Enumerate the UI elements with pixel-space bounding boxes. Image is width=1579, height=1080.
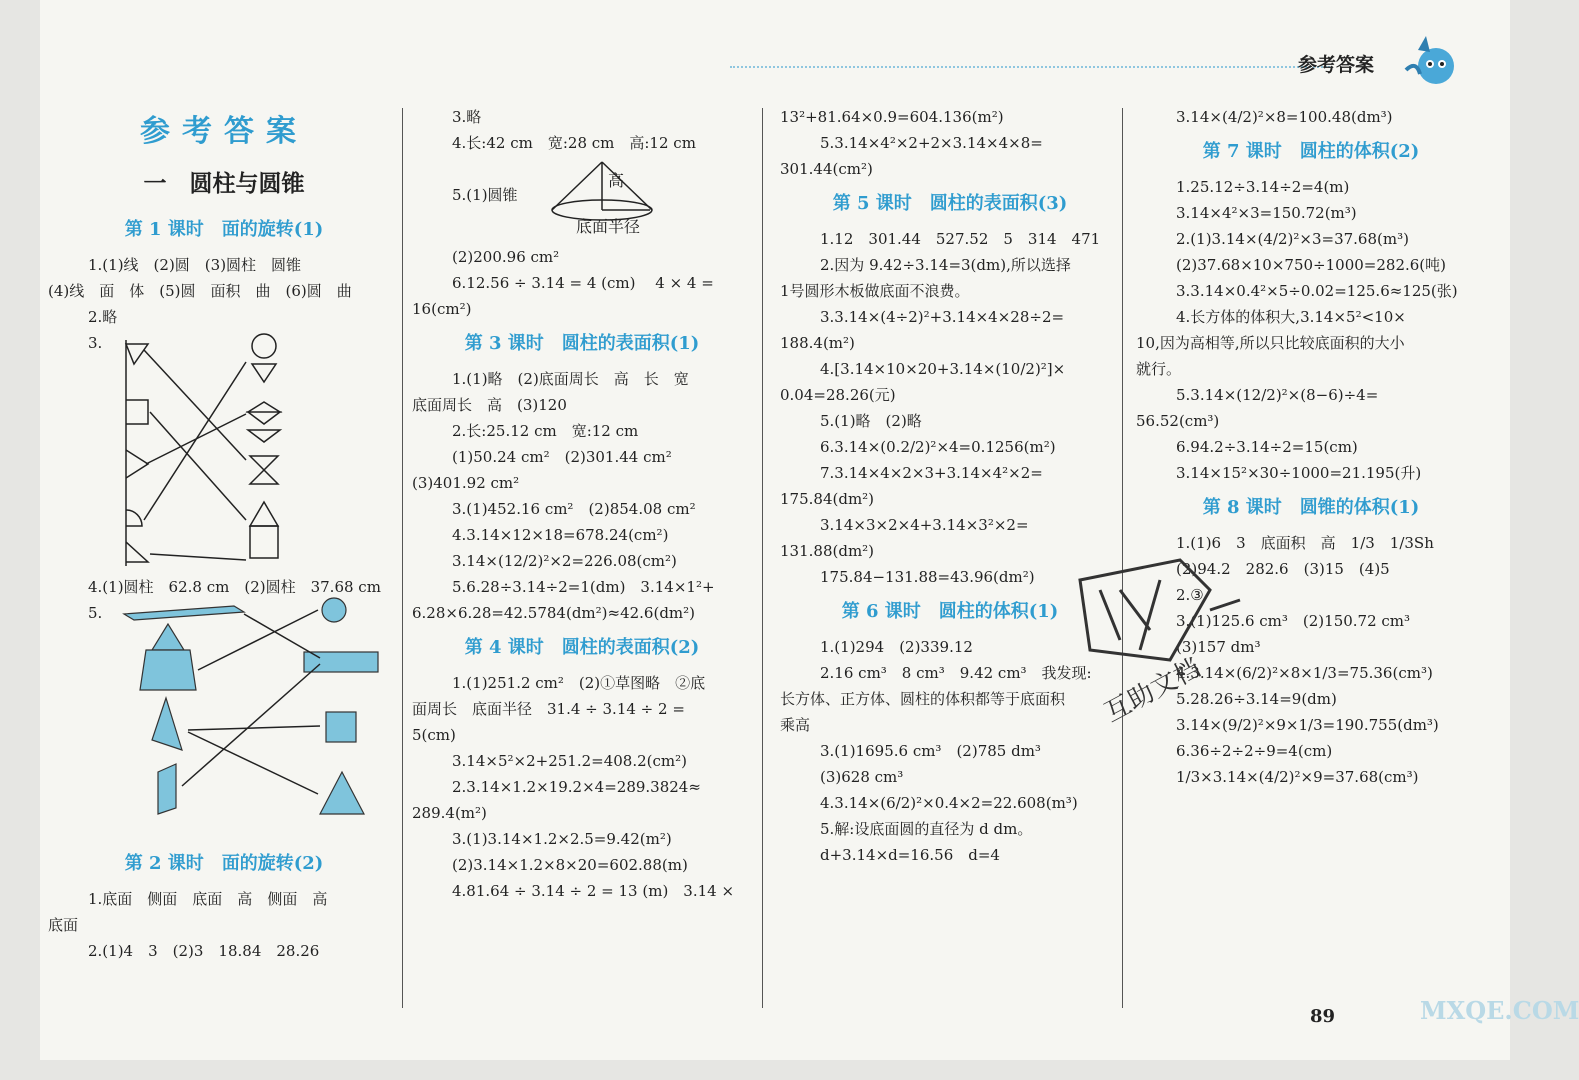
answer-line: 1.(1)251.2 cm² (2)①草图略 ②底 xyxy=(452,674,706,692)
section-title: 第 4 课时 圆柱的表面积(2) xyxy=(464,637,700,658)
answer-line: 6.12.56 ÷ 3.14 = 4 (cm) 4 × 4 = xyxy=(452,274,714,292)
answer-line: 3. xyxy=(88,334,103,352)
answer-line: 就行。 xyxy=(1136,360,1182,378)
answer-line: 1.(1)略 (2)底面周长 高 长 宽 xyxy=(452,370,689,388)
answer-line: 1.12 301.44 527.52 5 314 471 xyxy=(820,230,1101,248)
answer-line: 3.3.14×0.4²×5÷0.02=125.6≈125(张) xyxy=(1176,282,1458,300)
answer-line: 2.略 xyxy=(88,308,118,326)
answer-line: 1号圆形木板做底面不浪费。 xyxy=(780,282,970,300)
answer-line: 5.解:设底面圆的直径为 d dm。 xyxy=(820,820,1033,838)
answer-line: 2.(1)3.14×(4/2)²×3=37.68(m³) xyxy=(1176,230,1409,248)
section-title: 第 2 课时 面的旋转(2) xyxy=(124,853,324,874)
answer-line: 3.14×(12/2)²×2=226.08(cm²) xyxy=(452,552,677,570)
column-1 xyxy=(48,104,400,964)
answer-line: 5. xyxy=(88,604,103,622)
page-title: 参考答案 xyxy=(140,114,308,149)
answer-line: 5.(1)圆锥 xyxy=(452,186,518,204)
answer-line: 3.(1)125.6 cm³ (2)150.72 cm³ xyxy=(1176,612,1411,630)
answer-line: 7.3.14×4×2×3+3.14×4²×2= xyxy=(820,464,1043,482)
answer-line: 131.88(dm²) xyxy=(780,542,875,560)
answer-line: 1.(1)线 (2)圆 (3)圆柱 圆锥 xyxy=(88,256,302,274)
answer-line: 3.略 xyxy=(452,108,482,126)
answer-line: 5.3.14×4²×2+2×3.14×4×8= xyxy=(820,134,1043,152)
watermark: MXQE.COM xyxy=(1420,996,1579,1025)
answer-line: (2)200.96 cm² xyxy=(452,248,560,266)
answer-line: 3.14×4²×3=150.72(m³) xyxy=(1176,204,1357,222)
column-divider xyxy=(402,108,403,1008)
column-divider xyxy=(762,108,763,1008)
answer-line: 6.28×6.28=42.5784(dm²)≈42.6(dm²) xyxy=(412,604,696,622)
answer-line: 4.[3.14×10×20+3.14×(10/2)²]× xyxy=(820,360,1066,378)
header-rule xyxy=(730,66,1330,68)
answer-line: 3.14×15²×30÷1000=21.195(升) xyxy=(1176,464,1422,482)
answer-line: 4.81.64 ÷ 3.14 ÷ 2 = 13 (m) 3.14 × xyxy=(452,882,735,900)
answer-line: 1.(1)294 (2)339.12 xyxy=(820,638,973,656)
cone-height-label: 高 xyxy=(608,171,625,190)
answer-line: 1.底面 侧面 底面 高 侧面 高 xyxy=(88,890,328,908)
section-title: 第 3 课时 圆柱的表面积(1) xyxy=(464,333,700,354)
answer-line: 底面周长 高 (3)120 xyxy=(412,396,567,414)
answer-line: 3.14×(4/2)²×8=100.48(dm³) xyxy=(1176,108,1393,126)
page-number: 89 xyxy=(1310,1006,1336,1027)
answer-line: (2)94.2 282.6 (3)15 (4)5 xyxy=(1176,560,1390,578)
answer-line: 13²+81.64×0.9=604.136(m²) xyxy=(780,108,1004,126)
section-title: 第 1 课时 面的旋转(1) xyxy=(124,219,324,240)
answer-line: 3.14×(9/2)²×9×1/3=190.755(dm³) xyxy=(1176,716,1439,734)
answer-line: 5.(1)略 (2)略 xyxy=(820,412,922,430)
cone-figure xyxy=(412,156,752,236)
answer-line: 3.3.14×(4÷2)²+3.14×4×28÷2= xyxy=(820,308,1065,326)
answer-line: 4.3.14×(6/2)²×8×1/3=75.36(cm³) xyxy=(1176,664,1433,682)
answer-line: 175.84−131.88=43.96(dm²) xyxy=(820,568,1035,586)
answer-line: 乘高 xyxy=(780,716,811,734)
answer-line: 5.6.28÷3.14÷2=1(dm) 3.14×1²+ xyxy=(452,578,715,596)
answer-line: 1/3×3.14×(4/2)²×9=37.68(cm³) xyxy=(1176,768,1419,786)
answer-line: 1.25.12÷3.14÷2=4(m) xyxy=(1176,178,1350,196)
answer-line: (4)线 面 体 (5)圆 面积 曲 (6)圆 曲 xyxy=(48,282,352,300)
answer-line: 6.36÷2÷2÷9=4(cm) xyxy=(1176,742,1333,760)
answer-line: 175.84(dm²) xyxy=(780,490,875,508)
answer-line: 4.3.14×(6/2)²×0.4×2=22.608(m³) xyxy=(820,794,1078,812)
answer-line: 3.(1)3.14×1.2×2.5=9.42(m²) xyxy=(452,830,672,848)
answer-line: (3)628 cm³ xyxy=(820,768,904,786)
answer-line: 4.(1)圆柱 62.8 cm (2)圆柱 37.68 cm xyxy=(88,578,381,596)
answer-line: 长方体、正方体、圆柱的体积都等于底面积 xyxy=(780,690,1066,708)
answer-line: 6.3.14×(0.2/2)²×4=0.1256(m²) xyxy=(820,438,1056,456)
solid-matching-diagram xyxy=(48,600,400,842)
answer-line: 5.28.26÷3.14=9(dm) xyxy=(1176,690,1337,708)
answer-line: 4.长:42 cm 宽:28 cm 高:12 cm xyxy=(452,134,696,152)
answer-line: 289.4(m²) xyxy=(412,804,487,822)
answer-line: 0.04=28.26(元) xyxy=(780,386,896,404)
answer-line: 4.长方体的体积大,3.14×5²<10× xyxy=(1176,308,1406,326)
answer-line: 5(cm) xyxy=(412,726,456,744)
answer-line: 56.52(cm³) xyxy=(1136,412,1220,430)
mascot-icon xyxy=(1396,30,1466,100)
cone-radius-label: 底面半径 xyxy=(576,217,641,236)
column-3 xyxy=(780,104,1120,868)
answer-line: (1)50.24 cm² (2)301.44 cm² xyxy=(452,448,672,466)
matching-figure-3 xyxy=(48,330,400,574)
answer-line: 面周长 底面半径 31.4 ÷ 3.14 ÷ 2 = xyxy=(412,700,685,718)
answer-line: 3.14×3×2×4+3.14×3²×2= xyxy=(820,516,1029,534)
answer-line: 底面 xyxy=(48,916,79,934)
answer-line: 2.③ xyxy=(1176,586,1204,604)
answer-line: 2.(1)4 3 (2)3 18.84 28.26 xyxy=(88,942,320,960)
answer-line: (2)3.14×1.2×8×20=602.88(m) xyxy=(452,856,688,874)
answer-line: 2.16 cm³ 8 cm³ 9.42 cm³ 我发现: xyxy=(820,664,1092,682)
answer-line: 2.长:25.12 cm 宽:12 cm xyxy=(452,422,639,440)
stamp-mark xyxy=(1060,550,1250,730)
answer-line: 301.44(cm²) xyxy=(780,160,873,178)
answer-line: 2.3.14×1.2×19.2×4=289.3824≈ xyxy=(452,778,701,796)
answer-line: (3)401.92 cm² xyxy=(412,474,520,492)
answer-line: 3.(1)452.16 cm² (2)854.08 cm² xyxy=(452,500,696,518)
section-title: 第 6 课时 圆柱的体积(1) xyxy=(841,601,1059,622)
answer-line: 3.(1)1695.6 cm³ (2)785 dm³ xyxy=(820,742,1041,760)
answer-line: (3)157 dm³ xyxy=(1176,638,1261,656)
answer-line: 16(cm²) xyxy=(412,300,472,318)
answer-line: 1.(1)6 3 底面积 高 1/3 1/3Sh xyxy=(1176,534,1434,552)
rotation-matching-diagram xyxy=(48,330,400,574)
stamp-text: 互助文档 xyxy=(1099,653,1206,729)
answer-line: 10,因为高相等,所以只比较底面积的大小 xyxy=(1136,334,1405,352)
column-2 xyxy=(412,104,752,904)
section-title: 第 7 课时 圆柱的体积(2) xyxy=(1202,141,1420,162)
section-title: 第 5 课时 圆柱的表面积(3) xyxy=(832,193,1068,214)
answer-line: d+3.14×d=16.56 d=4 xyxy=(820,846,1000,864)
section-title: 第 8 课时 圆锥的体积(1) xyxy=(1202,497,1420,518)
answer-line: 2.因为 9.42÷3.14=3(dm),所以选择 xyxy=(820,256,1071,274)
answer-line: (2)37.68×10×750÷1000=282.6(吨) xyxy=(1176,256,1447,274)
chapter-title: 一 圆柱与圆锥 xyxy=(143,170,305,197)
header-label: 参考答案 xyxy=(1298,54,1375,76)
answer-line: 3.14×5²×2+251.2=408.2(cm²) xyxy=(452,752,687,770)
answer-line: 188.4(m²) xyxy=(780,334,855,352)
matching-figure-5 xyxy=(48,600,400,842)
answer-line: 5.3.14×(12/2)²×(8−6)÷4= xyxy=(1176,386,1379,404)
answer-page xyxy=(40,0,1579,1060)
answer-line: 6.94.2÷3.14÷2=15(cm) xyxy=(1176,438,1358,456)
answer-line: 4.3.14×12×18=678.24(cm²) xyxy=(452,526,669,544)
